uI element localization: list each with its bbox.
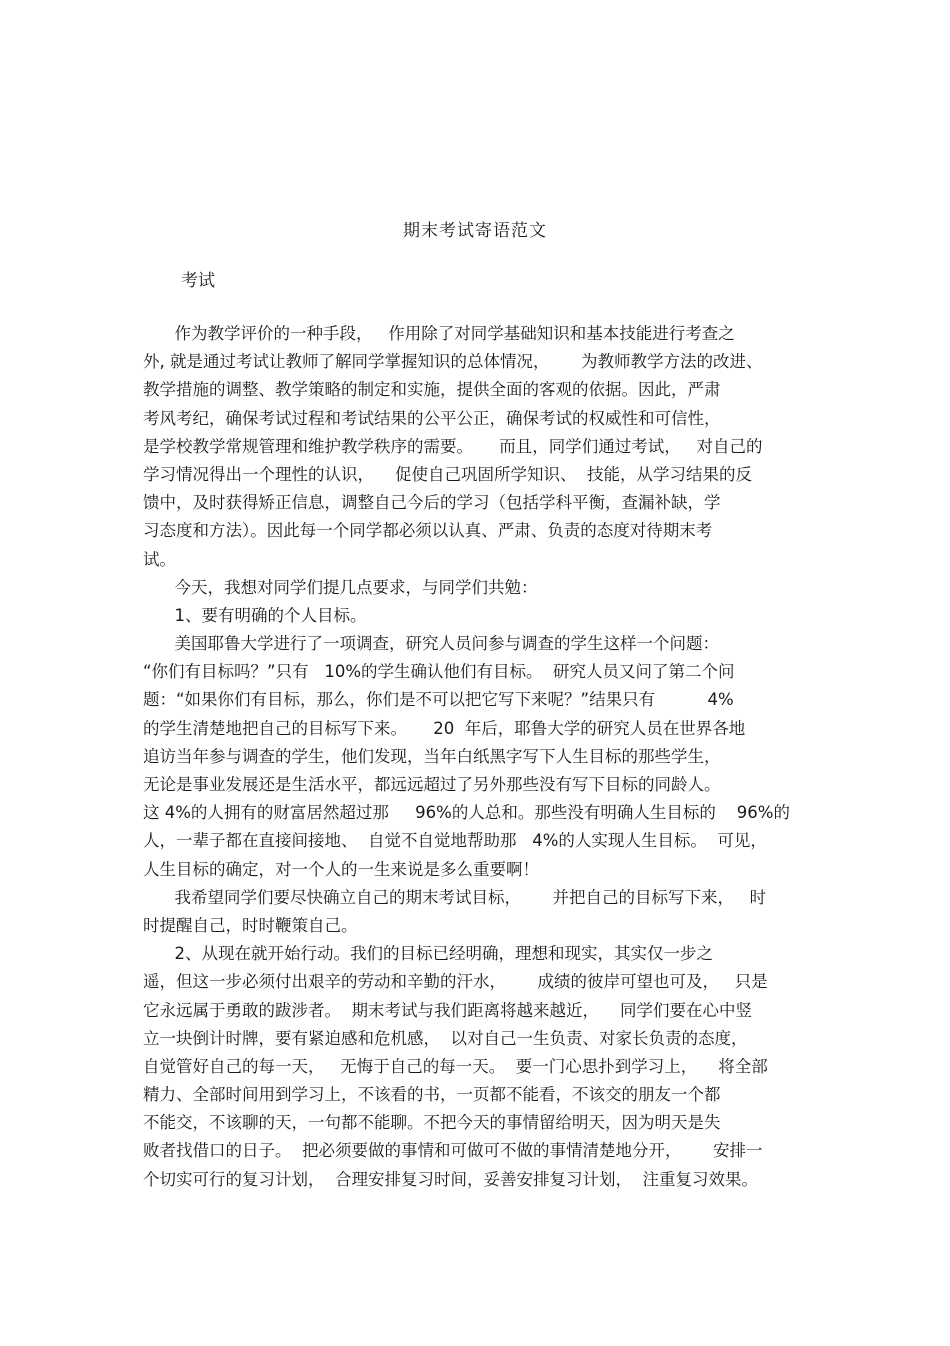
text-line: “你们有目标吗？”只有 10%的学生确认他们有目标。 研究人员又问了第二个问: [143, 662, 735, 682]
text-line: 个切实可行的复习计划， 合理安排复习时间，妥善安排复习计划， 注重复习效果。: [143, 1169, 758, 1189]
text-line: 美国耶鲁大学进行了一项调查，研究人员问参与调查的学生这样一个问题：: [143, 634, 719, 654]
text-line: 自觉管好自己的每一天， 无悔于自己的每一天。 要一门心思扑到学习上， 将全部: [143, 1056, 768, 1076]
text-line: 作为教学评价的一种手段， 作用除了对同学基础知识和基本技能进行考查之: [143, 324, 735, 343]
text-line: 今天，我想对同学们提几点要求，与同学们共勉：: [143, 577, 538, 597]
text-line: 遥，但这一步必须付出艰辛的劳动和辛勤的汗水， 成绩的彼岸可望也可及， 只是: [143, 972, 768, 992]
text-line: 考风考纪，确保考试过程和考试结果的公平公正，确保考试的权威性和可信性，: [143, 408, 721, 428]
text-line: 试。: [143, 549, 176, 569]
text-line: 败者找借口的日子。 把必须要做的事情和可做可不做的事情清楚地分开， 安排一: [143, 1141, 763, 1161]
text-line: 人，一辈子都在直接间接地、 自觉不自觉地帮助那 4%的人实现人生目标。 可见，: [143, 831, 767, 851]
text-line: 习态度和方法）。因此每一个同学都必须以认真、严肃、负责的态度对待期末考: [143, 521, 713, 541]
text-line: 是学校教学常规管理和维护教学秩序的需要。 而且，同学们通过考试， 对自己的: [143, 436, 763, 456]
text-line: 精力、全部时间用到学习上，不该看的书，一页都不能看，不该交的朋友一个都: [143, 1085, 721, 1105]
text-line: 无论是事业发展还是生活水平，都远远超过了另外那些没有写下目标的同龄人。: [143, 775, 721, 794]
text-line: 这 4%的人拥有的财富居然超过那 96%的人总和。那些没有明确人生目标的 96%的: [143, 803, 790, 823]
text-line: 不能交，不该聊的天，一句都不能聊。不把今天的事情留给明天，因为明天是失: [143, 1113, 721, 1133]
text-line: 1、要有明确的个人目标。: [143, 605, 367, 625]
text-line: 教学措施的调整、教学策略的制定和实施，提供全面的客观的依据。因此，严肃: [143, 380, 721, 400]
text-line: 它永远属于勇敢的跋涉者。 期末考试与我们距离将越来越近， 同学们要在心中竖: [143, 1000, 752, 1020]
document-title: 期末考试寄语范文: [403, 221, 547, 241]
text-line: 立一块倒计时牌，要有紧迫感和危机感， 以对自己一生负责、对家长负责的态度，: [143, 1028, 748, 1048]
text-line: 学习情况得出一个理性的认识， 促使自己巩固所学知识、 技能，从学习结果的反: [143, 464, 752, 484]
text-line: 2、从现在就开始行动。我们的目标已经明确，理想和现实，其实仅一步之: [143, 944, 713, 964]
text-line: 外, 就是通过考试让教师了解同学掌握知识的总体情况， 为教师教学方法的改进、: [143, 352, 763, 372]
text-line: 时提醒自己，时时鞭策自己。: [143, 915, 358, 935]
text-line: 馈中，及时获得矫正信息，调整自己今后的学习（包括学科平衡，查漏补缺，学: [143, 493, 721, 513]
text-line: 的学生清楚地把自己的目标写下来。 20 年后，耶鲁大学的研究人员在世界各地: [143, 718, 746, 738]
section-heading: 考试: [181, 271, 215, 291]
text-line: 题：“如果你们有目标，那么，你们是不可以把它写下来呢？”结果只有 4%: [143, 690, 734, 710]
text-line: 我希望同学们要尽快确立自己的期末考试目标， 并把自己的目标写下来， 时: [143, 887, 767, 907]
text-line: 追访当年参与调查的学生，他们发现，当年白纸黑字写下人生目标的那些学生，: [143, 746, 721, 766]
text-line: 人生目标的确定，对一个人的一生来说是多么重要啊！: [143, 859, 539, 879]
document-body: [143, 320, 823, 1194]
